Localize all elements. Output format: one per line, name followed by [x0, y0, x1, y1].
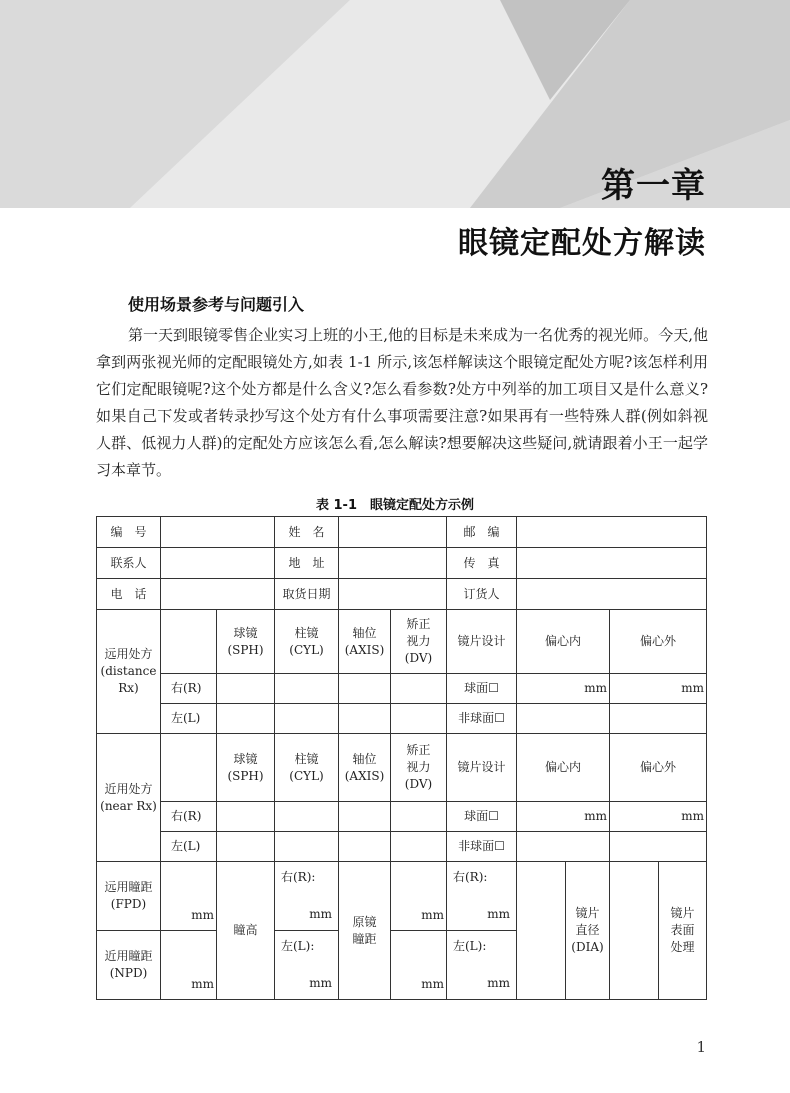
near-lens-design-header: 镜片设计	[447, 734, 517, 802]
distance-aspherical-option[interactable]: 非球面☐	[447, 704, 517, 734]
distance-left-sph[interactable]	[217, 704, 275, 734]
contact-value[interactable]	[161, 548, 275, 579]
distance-left-axis[interactable]	[339, 704, 391, 734]
fax-value[interactable]	[517, 548, 707, 579]
distance-right-label: 右(R)	[161, 674, 217, 704]
distance-lens-design-header: 镜片设计	[447, 610, 517, 674]
near-decenter-in-header: 偏心内	[517, 734, 610, 802]
fax-label: 传 真	[447, 548, 517, 579]
near-right-axis[interactable]	[339, 802, 391, 832]
near-blank	[161, 734, 217, 802]
distance-sph-header: 球镜 (SPH)	[217, 610, 275, 674]
distance-left-dv[interactable]	[391, 704, 447, 734]
number-label: 编 号	[97, 517, 161, 548]
npd-mm: mm	[161, 931, 217, 1000]
distance-left-decenter-in[interactable]	[517, 704, 610, 734]
fpd-mm: mm	[161, 862, 217, 931]
postcode-label: 邮 编	[447, 517, 517, 548]
near-right-cyl[interactable]	[275, 802, 339, 832]
contact-label: 联系人	[97, 548, 161, 579]
near-decenter-out-header: 偏心外	[610, 734, 707, 802]
distance-right-cyl[interactable]	[275, 674, 339, 704]
pupil-height-label: 瞳高	[217, 862, 275, 1000]
near-header-row	[97, 734, 707, 802]
near-aspherical-option[interactable]: 非球面☐	[447, 832, 517, 862]
lens-surface-label: 镜片 表面 处理	[659, 862, 707, 1000]
distance-header-row	[97, 610, 707, 674]
lens-diameter-blank[interactable]	[610, 862, 659, 1000]
near-left-decenter-in[interactable]	[517, 832, 610, 862]
near-left-row	[97, 832, 707, 862]
fpd-row	[97, 862, 707, 931]
name-value[interactable]	[339, 517, 447, 548]
distance-left-row	[97, 704, 707, 734]
pupil-height-right-label: 右(R):	[281, 870, 316, 884]
distance-left-decenter-out[interactable]	[610, 704, 707, 734]
info-row-3	[97, 579, 707, 610]
near-dv-header: 矫正 视力 (DV)	[391, 734, 447, 802]
distance-decenter-out-header: 偏心外	[610, 610, 707, 674]
orderer-value[interactable]	[517, 579, 707, 610]
near-left-decenter-out[interactable]	[610, 832, 707, 862]
section-heading: 使用场景参考与问题引入	[128, 295, 305, 314]
pickup-date-value[interactable]	[339, 579, 447, 610]
original-pd-left-mm: mm	[391, 931, 447, 1000]
near-axis-header: 轴位 (AXIS)	[339, 734, 391, 802]
distance-dv-header: 矫正 视力 (DV)	[391, 610, 447, 674]
fpd-label: 远用瞳距 (FPD)	[97, 862, 161, 931]
distance-right-axis[interactable]	[339, 674, 391, 704]
near-left-axis[interactable]	[339, 832, 391, 862]
distance-axis-header: 轴位 (AXIS)	[339, 610, 391, 674]
intro-paragraph: 第一天到眼镜零售企业实习上班的小王,他的目标是未来成为一名优秀的视光师。今天,他拿到两张视光师的定配眼镜处方,如表 1-1 所示,该怎样解读这个眼镜定配处方呢?该怎样利用它们定配眼镜呢?这个处方都是什么含义?怎么看参数?处方中列举的加工项目又是什么意义?如果自己下发或者转录抄写这个处方有什么事项需要注意?如果再有一些特殊人群(例如斜视人群、低视力人群)的定配处方应该怎么看,怎么解读?想要解决这些疑问,就请跟着小王一起学习本章节。	[96, 326, 708, 479]
number-value[interactable]	[161, 517, 275, 548]
chapter-title: 眼镜定配处方解读	[458, 226, 706, 261]
postcode-value[interactable]	[517, 517, 707, 548]
distance-decenter-out-mm: mm	[610, 674, 707, 704]
near-left-cyl[interactable]	[275, 832, 339, 862]
distance-left-cyl[interactable]	[275, 704, 339, 734]
distance-rx-label: 远用处方 (distance Rx)	[97, 610, 161, 734]
distance-right-row	[97, 674, 707, 704]
original-pd-left-label: 左(L):	[453, 939, 487, 953]
lens-diameter-label: 镜片 直径 (DIA)	[566, 862, 610, 1000]
pickup-date-label: 取货日期	[275, 579, 339, 610]
address-label: 地 址	[275, 548, 339, 579]
near-cyl-header: 柱镜 (CYL)	[275, 734, 339, 802]
pupil-height-right-mm: mm	[309, 907, 332, 921]
npd-label: 近用瞳距 (NPD)	[97, 931, 161, 1000]
near-decenter-in-mm: mm	[517, 802, 610, 832]
pupil-height-left-label: 左(L):	[281, 939, 315, 953]
orderer-label: 订货人	[447, 579, 517, 610]
near-sph-header: 球镜 (SPH)	[217, 734, 275, 802]
near-left-sph[interactable]	[217, 832, 275, 862]
table-caption: 表 1-1 眼镜定配处方示例	[315, 498, 474, 513]
near-right-dv[interactable]	[391, 802, 447, 832]
distance-cyl-header: 柱镜 (CYL)	[275, 610, 339, 674]
page-number: 1	[696, 1038, 706, 1056]
near-rx-label: 近用处方 (near Rx)	[97, 734, 161, 862]
near-spherical-option[interactable]: 球面☐	[447, 802, 517, 832]
near-decenter-out-mm: mm	[610, 802, 707, 832]
near-right-sph[interactable]	[217, 802, 275, 832]
original-pd-right	[447, 862, 517, 931]
lens-diameter-value[interactable]	[517, 862, 566, 1000]
near-right-label: 右(R)	[161, 802, 217, 832]
original-pd-left-value-mm: mm	[487, 976, 510, 990]
original-pd-right-mm: mm	[391, 862, 447, 931]
pupil-height-left	[275, 931, 339, 1000]
name-label: 姓 名	[275, 517, 339, 548]
prescription-table	[96, 516, 707, 1000]
distance-decenter-in-header: 偏心内	[517, 610, 610, 674]
info-row-1	[97, 517, 707, 548]
original-pd-right-value-mm: mm	[487, 907, 510, 921]
distance-right-dv[interactable]	[391, 674, 447, 704]
phone-value[interactable]	[161, 579, 275, 610]
distance-blank	[161, 610, 217, 674]
phone-label: 电 话	[97, 579, 161, 610]
chapter-number: 第一章	[601, 166, 706, 206]
info-row-2	[97, 548, 707, 579]
original-pd-left	[447, 931, 517, 1000]
address-value[interactable]	[339, 548, 447, 579]
distance-right-sph[interactable]	[217, 674, 275, 704]
pupil-height-right	[275, 862, 339, 931]
distance-decenter-in-mm: mm	[517, 674, 610, 704]
original-pd-label: 原镜 瞳距	[339, 862, 391, 1000]
distance-left-label: 左(L)	[161, 704, 217, 734]
near-right-row	[97, 802, 707, 832]
original-pd-right-label: 右(R):	[453, 870, 488, 884]
near-left-dv[interactable]	[391, 832, 447, 862]
near-left-label: 左(L)	[161, 832, 217, 862]
distance-spherical-option[interactable]: 球面☐	[447, 674, 517, 704]
pupil-height-left-mm: mm	[309, 976, 332, 990]
